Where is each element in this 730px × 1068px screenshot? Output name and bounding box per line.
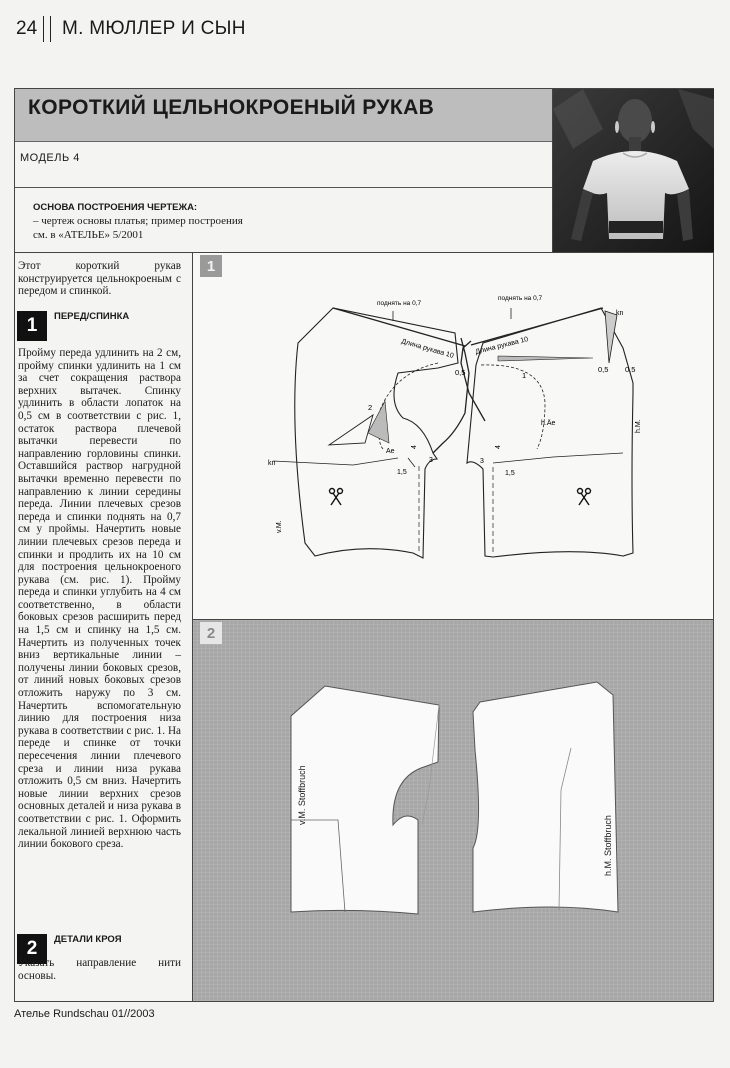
model-label: МОДЕЛЬ 4	[20, 152, 80, 164]
front-sleeve-length-label: Длина рукава 10	[400, 338, 455, 360]
step-2-body: Указать направление нити основы.	[18, 957, 181, 982]
intro-text: Этот короткий рукав конструируется цельнокроеным с передом и спинкой.	[18, 260, 181, 298]
step-2-title: ДЕТАЛИ КРОЯ	[54, 934, 122, 945]
back-num-0-5-a: 0,5	[598, 365, 609, 374]
figure-2-drawing	[193, 620, 713, 1001]
figure-1-label: 1	[200, 255, 222, 277]
back-num-0-5-b: 0,5	[625, 365, 636, 374]
back-num-1: 1	[522, 371, 527, 380]
model-photo	[552, 89, 714, 252]
scissors-icon	[578, 489, 591, 506]
header-separator	[43, 16, 51, 42]
divider	[15, 187, 552, 188]
step-1-title: ПЕРЕД/СПИНКА	[54, 311, 130, 322]
front-num-4: 4	[411, 445, 418, 449]
front-horizontal-guide	[273, 458, 398, 465]
back-armhole-label: h.Äe	[541, 420, 556, 427]
page-number: 24	[16, 18, 38, 39]
front-side-upper	[408, 458, 415, 467]
front-armhole-label: Ae	[386, 448, 395, 455]
front-new-shoulder-line	[333, 308, 465, 346]
figure-1-drawing	[193, 253, 713, 619]
front-num-0-5: 0,5	[455, 368, 466, 377]
basis-line-1: – чертеж основы платья; пример построения	[33, 215, 243, 227]
figure-2-label: 2	[200, 622, 222, 644]
back-waist-guide	[493, 453, 623, 463]
back-kn-label: kn	[616, 310, 624, 317]
basis-line-2: см. в «АТЕЛЬЕ» 5/2001	[33, 229, 144, 241]
basis-heading: ОСНОВА ПОСТРОЕНИЯ ЧЕРТЕЖА:	[33, 202, 198, 213]
back-num-4: 4	[495, 445, 502, 449]
step-2-number: 2	[17, 934, 47, 964]
figure-2-panel	[193, 620, 713, 1001]
back-center-label: h.M.	[635, 419, 642, 433]
back-dart-shade	[498, 356, 593, 361]
front-cut-piece	[291, 686, 439, 914]
figure-1-panel	[193, 253, 713, 619]
back-num-3: 3	[480, 458, 484, 465]
article-title: КОРОТКИЙ ЦЕЛЬНОКРОЕНЫЙ РУКАВ	[28, 96, 435, 119]
front-raise-label: поднять на 0,7	[377, 300, 422, 307]
front-grain-label: v.M. Stoffbruch	[297, 765, 307, 825]
front-num-2: 2	[368, 403, 373, 412]
front-dart	[329, 415, 373, 445]
back-sleeve-length-label: Длина рукава 10	[474, 336, 530, 356]
back-shoulder-dart	[605, 311, 617, 363]
front-center-label: v.M.	[276, 520, 283, 533]
back-num-1-5: 1,5	[505, 470, 515, 477]
back-grain-label: h.M. Stoffbruch	[603, 815, 613, 876]
back-new-shoulder-line	[471, 308, 603, 345]
back-cut-piece	[473, 682, 618, 912]
step-1-number: 1	[17, 311, 47, 341]
back-old-armhole	[481, 365, 545, 449]
front-kn-label: kn	[268, 460, 276, 467]
publisher-name: М. МЮЛЛЕР И СЫН	[62, 18, 246, 39]
front-num-3: 3	[429, 457, 433, 464]
scissors-icon	[330, 489, 343, 506]
back-raise-label: поднять на 0,7	[498, 295, 543, 302]
front-num-1-5: 1,5	[397, 469, 407, 476]
step-1-body: Пройму переда удлинить на 2 см, пройму спинки удлинить на 1 см за счет сокращения раствора верхних вытачек. Спинку удлинить в области лопаток на 0,5 см в соответствии с рис. 1, остаток раствора плечевой вытачки перевести по направлению горловины спинки. Оставшийся раствор нагрудной вытачки временно перевести по направлению к линии середины переда. Линии плечевых срезов переда и спинки поднять на 0,7 см у проймы. Начертить новые линии плечевых срезов переда и спинки и продлить их на 10 см для построения цельнокроеного рукава (см. рис. 1). Пройму переда и спинки углубить на 4 см соответственно, в области боковых срезов расширить перед на 1,5 см и спинку на 1,5 см. Начертить из полученных точек вниз вертикальные линии – получены линии боковых срезов, от линий новых боковых срезов отложить наружу по 3 см. Начертить вспомогательную линию для построения низа рукава в соответствии с рис. 1. На переде и спинке от точки пересечения линии плечевого среза и линии низа рукава отложить 0,5 см вниз. Начертить новые линии верхних срезов основных деталей и низа рукава в соответствии с рис. 1. Оформить лекальной линией верхнюю часть линии бокового среза.	[18, 347, 181, 851]
footer-text: Ателье Rundschau 01//2003	[14, 1008, 155, 1020]
